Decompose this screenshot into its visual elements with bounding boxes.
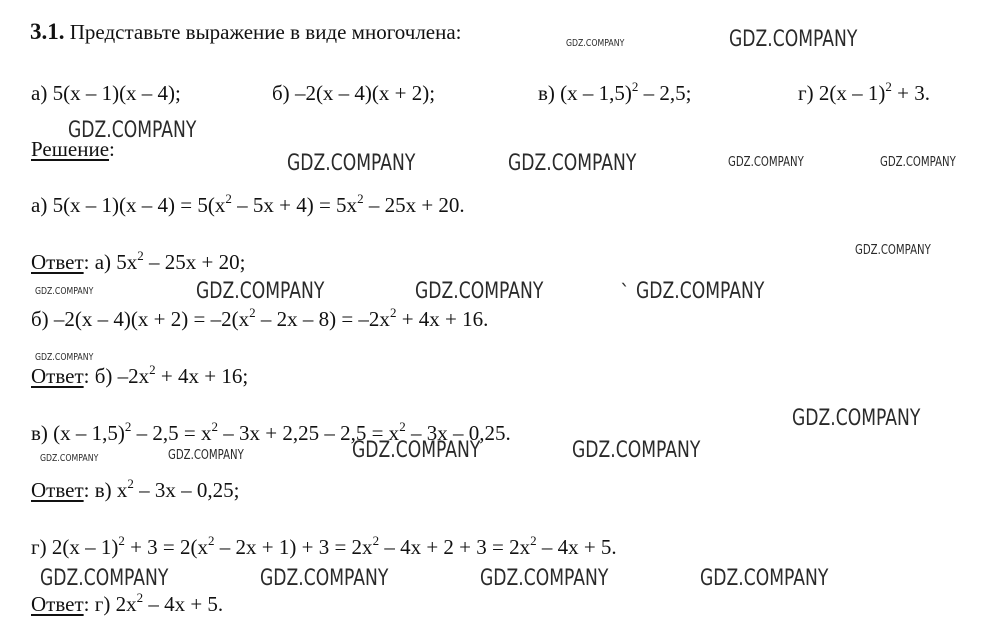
- watermark: GDZ.COMPANY: [700, 566, 829, 591]
- watermark: GDZ.COMPANY: [168, 448, 244, 463]
- exponent: 2: [149, 362, 156, 377]
- solution-g-part3: – 2x + 1) + 3 = 2x: [214, 535, 373, 559]
- solution-g: [31, 534, 617, 560]
- answer-label: Ответ: [31, 250, 84, 274]
- exponent: 2: [357, 191, 364, 206]
- exponent: 2: [208, 533, 215, 548]
- watermark: GDZ.COMPANY: [855, 243, 931, 258]
- answer-v: [31, 477, 239, 503]
- solution-g-part4: – 4x + 2 + 3 = 2x: [379, 535, 531, 559]
- watermark: GDZ.COMPANY: [636, 279, 765, 304]
- answer-a-text: : а) 5x: [83, 250, 138, 274]
- problem-g: [798, 80, 930, 106]
- problem-v-expr: (x – 1,5): [560, 81, 632, 105]
- watermark: GDZ.COMPANY: [68, 118, 197, 143]
- watermark: GDZ.COMPANY: [572, 438, 701, 463]
- task-number: 3.1.: [30, 19, 65, 44]
- problem-g-label: г): [798, 81, 814, 105]
- answer-a: [31, 249, 245, 275]
- answer-b-tail: + 4x + 16;: [155, 364, 249, 388]
- exponent: 2: [211, 419, 218, 434]
- answer-v-tail: – 3x – 0,25;: [133, 478, 240, 502]
- watermark: GDZ.COMPANY: [508, 151, 637, 176]
- watermark: GDZ.COMPANY: [792, 406, 921, 431]
- answer-label: Ответ: [31, 478, 84, 502]
- exponent: 2: [136, 590, 144, 605]
- problem-v-label: в): [538, 81, 555, 105]
- problem-a: [31, 80, 181, 106]
- watermark: GDZ.COMPANY: [35, 352, 94, 363]
- solution-v-part4: – 3x – 0,25.: [405, 421, 511, 445]
- answer-g-text: : г) 2x: [83, 592, 137, 616]
- exponent: 2: [249, 305, 256, 320]
- answer-b-text: : б) –2x: [83, 364, 150, 388]
- exponent: 2: [127, 476, 134, 491]
- problem-b: [272, 80, 435, 106]
- answer-g-tail: – 4x + 5.: [143, 592, 224, 616]
- solution-label: Решение: [31, 137, 110, 161]
- solution-b-part2: – 2x – 8) = –2x: [255, 307, 390, 331]
- watermark: GDZ.COMPANY: [196, 279, 325, 304]
- watermark: GDZ.COMPANY: [35, 286, 94, 297]
- watermark: GDZ.COMPANY: [260, 566, 389, 591]
- watermark: GDZ.COMPANY: [40, 453, 99, 464]
- exponent: 2: [389, 305, 397, 320]
- solution-colon: :: [109, 137, 115, 161]
- solution-v-part1: в) (x – 1,5): [31, 421, 125, 445]
- watermark: GDZ.COMPANY: [352, 438, 481, 463]
- watermark: GDZ.COMPANY: [880, 155, 956, 170]
- problem-v-expr-tail: – 2,5;: [638, 81, 692, 105]
- problem-b-label: б): [272, 81, 290, 105]
- exponent: 2: [225, 191, 232, 206]
- solution-g-part5: – 4x + 5.: [536, 535, 617, 559]
- exponent: 2: [124, 419, 132, 434]
- solution-b-part3: + 4x + 16.: [396, 307, 489, 331]
- solution-b-part1: б) –2(x – 4)(x + 2) = –2(x: [31, 307, 250, 331]
- answer-v-text: : в) x: [83, 478, 128, 502]
- problem-b-expr: –2(x – 4)(x + 2);: [294, 81, 436, 105]
- answer-label: Ответ: [31, 592, 84, 616]
- answer-b: [31, 363, 248, 389]
- solution-g-part1: г) 2(x – 1): [31, 535, 119, 559]
- problem-g-expr-tail: + 3.: [891, 81, 930, 105]
- watermark: GDZ.COMPANY: [40, 566, 169, 591]
- exponent: 2: [530, 533, 537, 548]
- task-header: [30, 19, 462, 45]
- solution-v-part2: – 2,5 = x: [131, 421, 212, 445]
- answer-a-tail: – 25x + 20;: [143, 250, 246, 274]
- answer-g: [31, 591, 223, 617]
- problem-a-expr: 5(x – 1)(x – 4);: [52, 81, 181, 105]
- solution-a-part1: а) 5(x – 1)(x – 4) = 5(x: [31, 193, 226, 217]
- solution-a-part2: – 5x + 4) = 5x: [231, 193, 358, 217]
- watermark: GDZ.COMPANY: [287, 151, 416, 176]
- watermark: GDZ.COMPANY: [415, 279, 544, 304]
- problem-g-expr: 2(x – 1): [818, 81, 886, 105]
- solution-v-part3: – 3x + 2,25 – 2,5 = x: [218, 421, 400, 445]
- problem-v-exponent: 2: [631, 79, 639, 94]
- problem-a-label: а): [31, 81, 48, 105]
- watermark: GDZ.COMPANY: [480, 566, 609, 591]
- answer-label: Ответ: [31, 364, 84, 388]
- exponent: 2: [137, 248, 144, 263]
- exponent: 2: [118, 533, 125, 548]
- problem-g-exponent: 2: [885, 79, 892, 94]
- scan-mark: `: [620, 280, 630, 304]
- solution-a: [31, 192, 465, 218]
- solution-a-part3: – 25x + 20.: [363, 193, 465, 217]
- solution-g-part2: + 3 = 2(x: [124, 535, 209, 559]
- task-statement: Представьте выражение в виде многочлена:: [69, 20, 462, 44]
- exponent: 2: [399, 419, 406, 434]
- exponent: 2: [372, 533, 380, 548]
- problem-v: [538, 80, 692, 106]
- watermark: GDZ.COMPANY: [566, 38, 625, 49]
- watermark: GDZ.COMPANY: [729, 27, 858, 52]
- solution-b: [31, 306, 488, 332]
- watermark: GDZ.COMPANY: [728, 155, 804, 170]
